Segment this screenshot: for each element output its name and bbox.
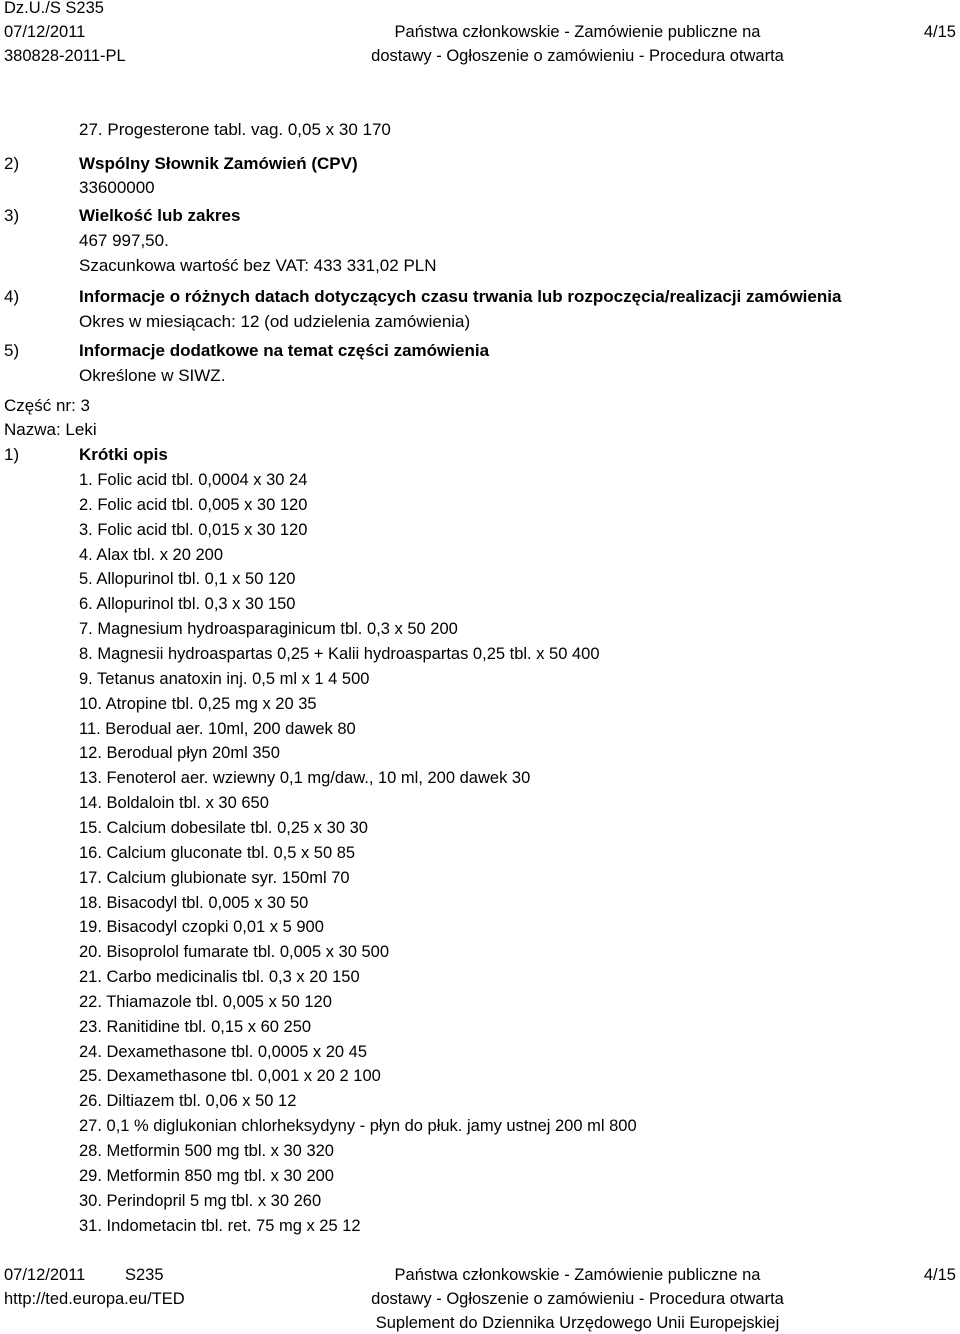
list-item: 23. Ranitidine tbl. 0,15 x 60 250 — [79, 1017, 312, 1036]
list-item: 27. Progesterone tabl. vag. 0,05 x 30 170 — [79, 120, 391, 139]
list-item: 25. Dexamethasone tbl. 0,001 x 20 2 100 — [79, 1067, 381, 1086]
footer-page-number: 4/15 — [923, 1266, 956, 1284]
list-item: 8. Magnesii hydroaspartas 0,25 + Kalii hydroaspartas 0,25 tbl. x 50 400 — [79, 645, 600, 663]
estimated-value: Szacunkowa wartość bez VAT: 433 331,02 PLN — [79, 256, 437, 275]
scope-value: 467 997,50. — [79, 231, 169, 250]
section-number: 5) — [4, 341, 20, 360]
section-heading-short-description: Krótki opis — [79, 445, 168, 464]
list-item: 21. Carbo medicinalis tbl. 0,3 x 20 150 — [79, 968, 360, 986]
list-item: 27. 0,1 % diglukonian chlorheksydyny - płyn do płuk. jamy ustnej 200 ml 800 — [79, 1117, 637, 1136]
header-title-line2: dostawy - Ogłoszenie o zamówieniu - Procedura otwarta — [371, 47, 784, 65]
list-item: 10. Atropine tbl. 0,25 mg x 20 35 — [79, 694, 317, 713]
list-item: 31. Indometacin tbl. ret. 75 mg x 25 12 — [79, 1216, 361, 1235]
list-item: 19. Bisacodyl czopki 0,01 x 5 900 — [79, 918, 324, 937]
section-number: 1) — [4, 445, 20, 464]
footer-date: 07/12/2011 — [4, 1266, 86, 1284]
section-number: 4) — [4, 287, 20, 306]
list-item: 3. Folic acid tbl. 0,015 x 30 120 — [79, 520, 308, 539]
list-item: 9. Tetanus anatoxin inj. 0,5 ml x 1 4 500 — [79, 669, 370, 688]
additional-value: Określone w SIWZ. — [79, 366, 226, 385]
footer-url[interactable]: http://ted.europa.eu/TED — [4, 1290, 185, 1308]
list-item: 6. Allopurinol tbl. 0,3 x 30 150 — [79, 595, 296, 614]
list-item: 22. Thiamazole tbl. 0,005 x 50 120 — [79, 992, 332, 1011]
journal-ref: Dz.U./S S235 — [4, 0, 104, 17]
list-item: 14. Boldaloin tbl. x 30 650 — [79, 794, 269, 812]
section-heading-cpv: Wspólny Słownik Zamówień (CPV) — [79, 154, 358, 173]
section-heading-dates: Informacje o różnych datach dotyczących czasu trwania lub rozpoczęcia/realizacji zamówienia — [79, 287, 842, 306]
list-item: 18. Bisacodyl tbl. 0,005 x 30 50 — [79, 893, 309, 912]
list-item: 24. Dexamethasone tbl. 0,0005 x 20 45 — [79, 1042, 368, 1061]
footer-title-line1: Państwa członkowskie - Zamówienie publiczne na — [394, 1266, 761, 1284]
list-item: 11. Berodual aer. 10ml, 200 dawek 80 — [79, 719, 356, 738]
list-item: 7. Magnesium hydroasparaginicum tbl. 0,3 x 50 200 — [79, 620, 458, 639]
list-item: 28. Metformin 500 mg tbl. x 30 320 — [79, 1142, 334, 1160]
section-heading-additional: Informacje dodatkowe na temat części zamówienia — [79, 341, 490, 360]
list-item: 12. Berodual płyn 20ml 350 — [79, 744, 280, 763]
list-item: 15. Calcium dobesilate tbl. 0,25 x 30 30 — [79, 818, 368, 837]
list-item: 17. Calcium glubionate syr. 150ml 70 — [79, 868, 350, 887]
list-item: 1. Folic acid tbl. 0,0004 x 30 24 — [79, 471, 308, 489]
footer-supplement: Suplement do Dziennika Urzędowego Unii Europejskiej — [375, 1314, 780, 1332]
header-date: 07/12/2011 — [4, 23, 86, 41]
list-item: 16. Calcium gluconate tbl. 0,5 x 50 85 — [79, 843, 356, 862]
part-name: Nazwa: Leki — [4, 420, 97, 439]
duration-value: Okres w miesiącach: 12 (od udzielenia zamówienia) — [79, 312, 471, 331]
cpv-code: 33600000 — [79, 178, 155, 197]
footer-issue: S235 — [125, 1266, 164, 1284]
list-item: 2. Folic acid tbl. 0,005 x 30 120 — [79, 495, 308, 514]
list-item: 13. Fenoterol aer. wziewny 0,1 mg/daw., 10 ml, 200 dawek 30 — [79, 769, 531, 788]
part-number: Część nr: 3 — [4, 396, 90, 415]
list-item: 26. Diltiazem tbl. 0,06 x 50 12 — [79, 1092, 297, 1111]
header-title-line1: Państwa członkowskie - Zamówienie publiczne na — [394, 23, 761, 41]
list-item: 29. Metformin 850 mg tbl. x 30 200 — [79, 1166, 334, 1185]
section-number: 2) — [4, 154, 20, 173]
notice-id: 380828-2011-PL — [4, 47, 126, 65]
header-page-number: 4/15 — [923, 23, 956, 41]
list-item: 30. Perindopril 5 mg tbl. x 30 260 — [79, 1191, 322, 1210]
section-number: 3) — [4, 206, 20, 225]
section-heading-scope: Wielkość lub zakres — [79, 206, 241, 225]
list-item: 5. Allopurinol tbl. 0,1 x 50 120 — [79, 570, 296, 589]
footer-title-line2: dostawy - Ogłoszenie o zamówieniu - Procedura otwarta — [371, 1290, 784, 1308]
list-item: 4. Alax tbl. x 20 200 — [79, 545, 224, 564]
list-item: 20. Bisoprolol fumarate tbl. 0,005 x 30 500 — [79, 943, 390, 962]
